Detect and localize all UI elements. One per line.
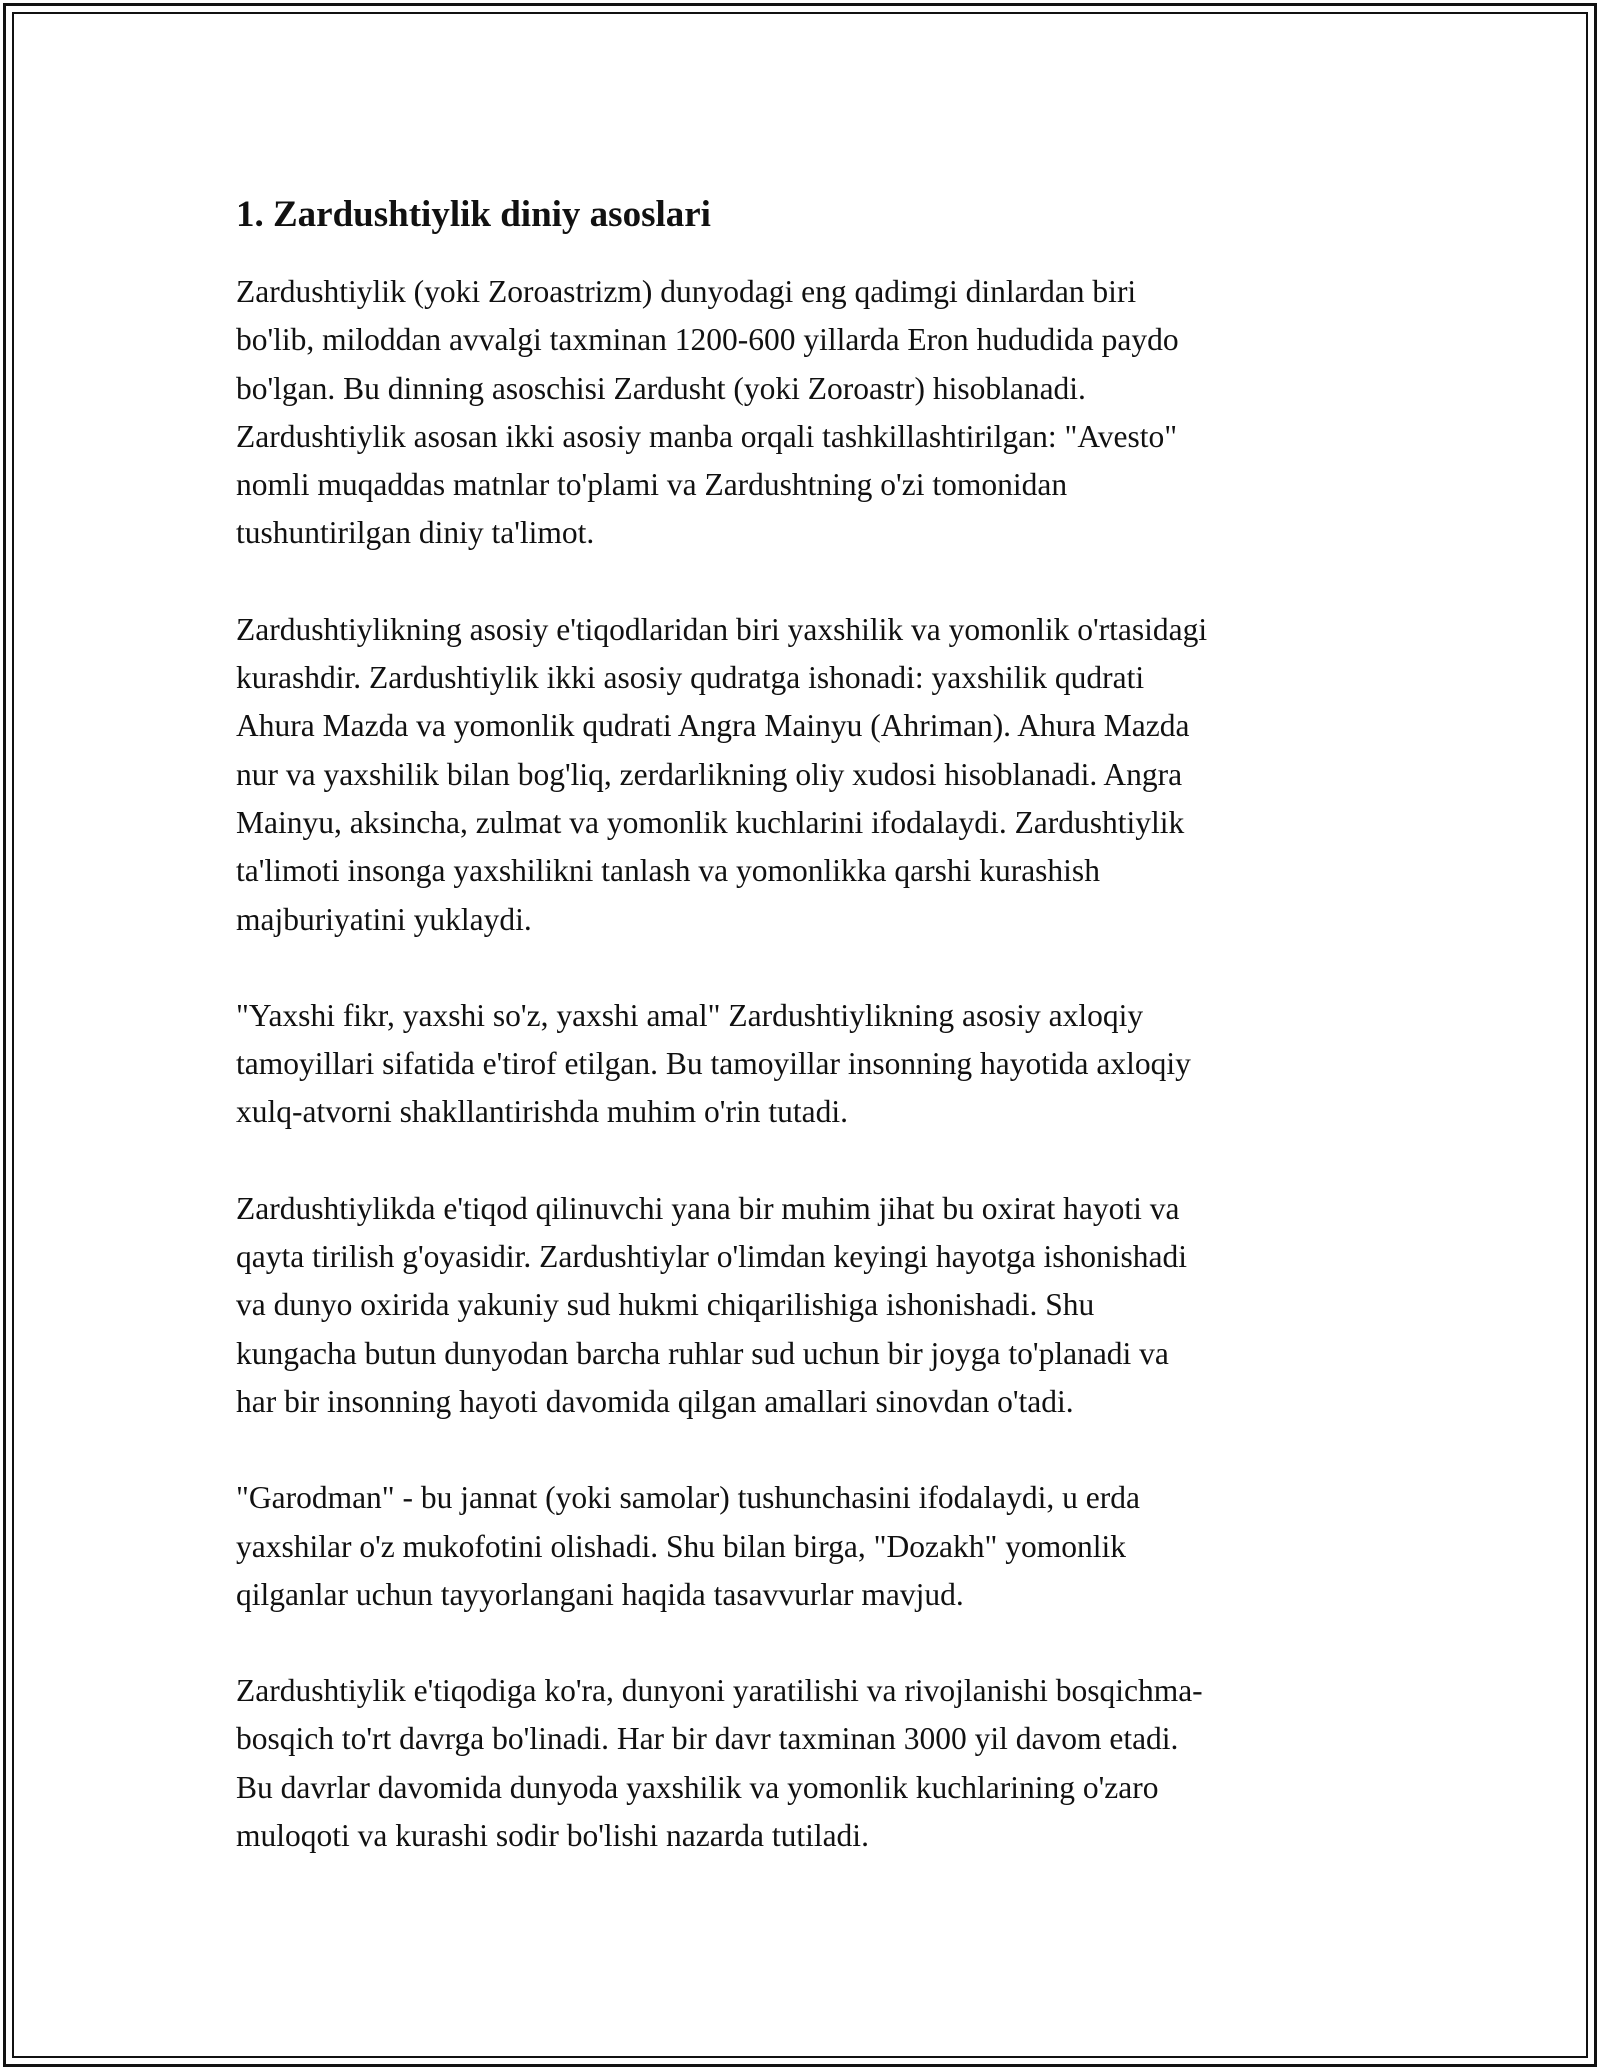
text-line: Zardushtiylik asosan ikki asosiy manba orqali tashkillashtirilgan: "Avesto" xyxy=(236,418,1178,454)
text-line: tushuntirilgan diniy ta'limot. xyxy=(236,515,595,551)
text-line: "Garodman" - bu jannat (yoki samolar) tushunchasini ifodalaydi, u erda xyxy=(236,1480,1140,1516)
text-line: tamoyillari sifatida e'tirof etilgan. Bu tamoyillar insonning hayotida axloqiy xyxy=(236,1046,1191,1082)
text-line: muloqoti va kurashi sodir bo'lishi nazarda tutiladi. xyxy=(236,1818,869,1854)
paragraph-afterlife xyxy=(236,1185,1386,1426)
text-line: va dunyo oxirida yakuniy sud hukmi chiqarilishiga ishonishadi. Shu xyxy=(236,1287,1095,1323)
paragraph-good-evil xyxy=(236,606,1386,944)
paragraph-intro xyxy=(236,268,1386,558)
text-line: ta'limoti insonga yaxshilikni tanlash va yomonlikka qarshi kurashish xyxy=(236,853,1100,889)
text-line: kungacha butun dunyodan barcha ruhlar sud uchun bir joyga to'planadi va xyxy=(236,1335,1169,1371)
text-line: kurashdir. Zardushtiylik ikki asosiy qudratga ishonadi: yaxshilik qudrati xyxy=(236,660,1145,696)
text-line: bo'lgan. Bu dinning asoschisi Zardusht (yoki Zoroastr) hisoblanadi. xyxy=(236,370,1086,406)
text-line: nomli muqaddas matnlar to'plami va Zardushtning o'zi tomonidan xyxy=(236,467,1068,503)
text-line: nur va yaxshilik bilan bog'liq, zerdarlikning oliy xudosi hisoblanadi. Angra xyxy=(236,756,1183,792)
text-line: bosqich to'rt davrga bo'linadi. Har bir davr taxminan 3000 yil davom etadi. xyxy=(236,1721,1179,1757)
paragraph-eras xyxy=(236,1667,1386,1860)
text-line: bo'lib, miloddan avvalgi taxminan 1200-600 yillarda Eron hududida paydo xyxy=(236,322,1179,358)
text-line: Mainyu, aksincha, zulmat va yomonlik kuchlarini ifodalaydi. Zardushtiylik xyxy=(236,804,1185,840)
text-line: Zardushtiylikning asosiy e'tiqodlaridan biri yaxshilik va yomonlik o'rtasidagi xyxy=(236,611,1208,647)
text-line: yaxshilar o'z mukofotini olishadi. Shu bilan birga, "Dozakh" yomonlik xyxy=(236,1528,1126,1564)
text-line: Bu davrlar davomida dunyoda yaxshilik va yomonlik kuchlarining o'zaro xyxy=(236,1769,1159,1805)
document-content xyxy=(236,188,1386,1908)
text-line: Zardushtiylik (yoki Zoroastrizm) dunyodagi eng qadimgi dinlardan biri xyxy=(236,274,1137,309)
text-line: Ahura Mazda va yomonlik qudrati Angra Mainyu (Ahriman). Ahura Mazda xyxy=(236,708,1190,744)
text-line: xulq-atvorni shakllantirishda muhim o'rin tutadi. xyxy=(236,1094,848,1130)
text-line: Zardushtiylikda e'tiqod qilinuvchi yana bir muhim jihat bu oxirat hayoti va xyxy=(236,1190,1180,1226)
text-line: majburiyatini yuklaydi. xyxy=(236,901,532,937)
paragraph-garodman xyxy=(236,1474,1386,1619)
text-line: qilganlar uchun tayyorlangani haqida tasavvurlar mavjud. xyxy=(236,1576,964,1612)
text-line: Zardushtiylik e'tiqodiga ko'ra, dunyoni yaratilishi va rivojlanishi bosqichma- xyxy=(236,1673,1203,1709)
section-title: 1. Zardushtiylik diniy asoslari xyxy=(236,194,711,235)
text-line: qayta tirilish g'oyasidir. Zardushtiylar o'limdan keyingi hayotga ishonishadi xyxy=(236,1239,1187,1275)
paragraph-ethics xyxy=(236,992,1386,1137)
text-line: har bir insonning hayoti davomida qilgan amallari sinovdan o'tadi. xyxy=(236,1383,1074,1419)
text-line: "Yaxshi fikr, yaxshi so'z, yaxshi amal" Zardushtiylikning asosiy axloqiy xyxy=(236,997,1144,1033)
